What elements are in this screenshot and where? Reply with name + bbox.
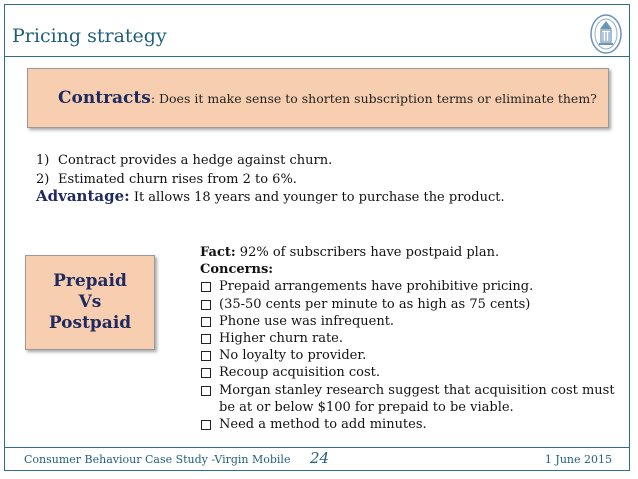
footer-course-title: Consumer Behaviour Case Study -Virgin Mobile (24, 453, 291, 466)
slide-footer (4, 449, 630, 471)
list-item (200, 313, 620, 330)
checkbox-bullet-icon (201, 300, 211, 310)
fact-label: Fact: (200, 245, 236, 260)
checkbox-bullet-icon (201, 351, 211, 361)
prepaid-vs-postpaid-box (25, 255, 155, 350)
checkbox-bullet-icon (201, 420, 211, 430)
list-text: Need a method to add minutes. (219, 417, 427, 433)
vs-label: Vs (78, 292, 102, 312)
list-item (200, 296, 620, 313)
list-text: Higher churn rate. (219, 331, 343, 347)
page-number: 24 (310, 449, 330, 467)
contracts-heading: Contracts (58, 88, 151, 108)
list-text: Morgan stanley research suggest that acquisition cost must be at or below $100 for prepaid to be viable. (219, 382, 615, 415)
checkbox-bullet-icon (201, 282, 211, 292)
advantage-label: Advantage: (36, 187, 130, 205)
checkbox-bullet-icon (201, 368, 211, 378)
list-item (200, 364, 620, 381)
list-item (200, 278, 620, 295)
list-text: No loyalty to provider. (219, 348, 367, 364)
checkbox-bullet-icon (201, 386, 211, 396)
fact-text: 92% of subscribers have postpaid plan. (235, 245, 500, 260)
advantage-text: It allows 18 years and younger to purchase the product. (129, 190, 505, 205)
contracts-question: : Does it make sense to shorten subscription terms or eliminate them? (150, 90, 597, 106)
checkbox-bullet-icon (201, 317, 211, 327)
fact-line (200, 244, 620, 261)
list-text: Prepaid arrangements have prohibitive pricing. (219, 279, 534, 295)
institution-logo-icon (589, 13, 623, 55)
concerns-label: Concerns: (200, 262, 274, 278)
list-item (200, 416, 620, 433)
prepaid-label: Prepaid (53, 271, 127, 291)
list-text: Estimated churn rises from 2 to 6%. (58, 172, 297, 187)
list-item (36, 151, 332, 170)
advantage-line (36, 187, 505, 205)
slide-title: Pricing strategy (12, 25, 167, 47)
concerns-panel (200, 244, 620, 433)
footer-date: 1 June 2015 (544, 453, 612, 466)
list-item (200, 347, 620, 364)
list-text: Recoup acquisition cost. (219, 365, 380, 381)
contract-points-list (36, 151, 332, 189)
list-text: (35-50 cents per minute to as high as 75 cents) (219, 296, 531, 312)
contracts-callout (27, 68, 609, 128)
list-number: 2) (36, 172, 50, 187)
list-text: Contract provides a hedge against churn. (58, 153, 333, 168)
title-divider (4, 56, 630, 57)
checkbox-bullet-icon (201, 334, 211, 344)
list-item (200, 330, 620, 347)
postpaid-label: Postpaid (48, 313, 132, 333)
list-item (200, 382, 620, 416)
list-text: Phone use was infrequent. (219, 313, 395, 329)
list-number: 1) (36, 153, 50, 168)
footer-divider (4, 447, 630, 448)
